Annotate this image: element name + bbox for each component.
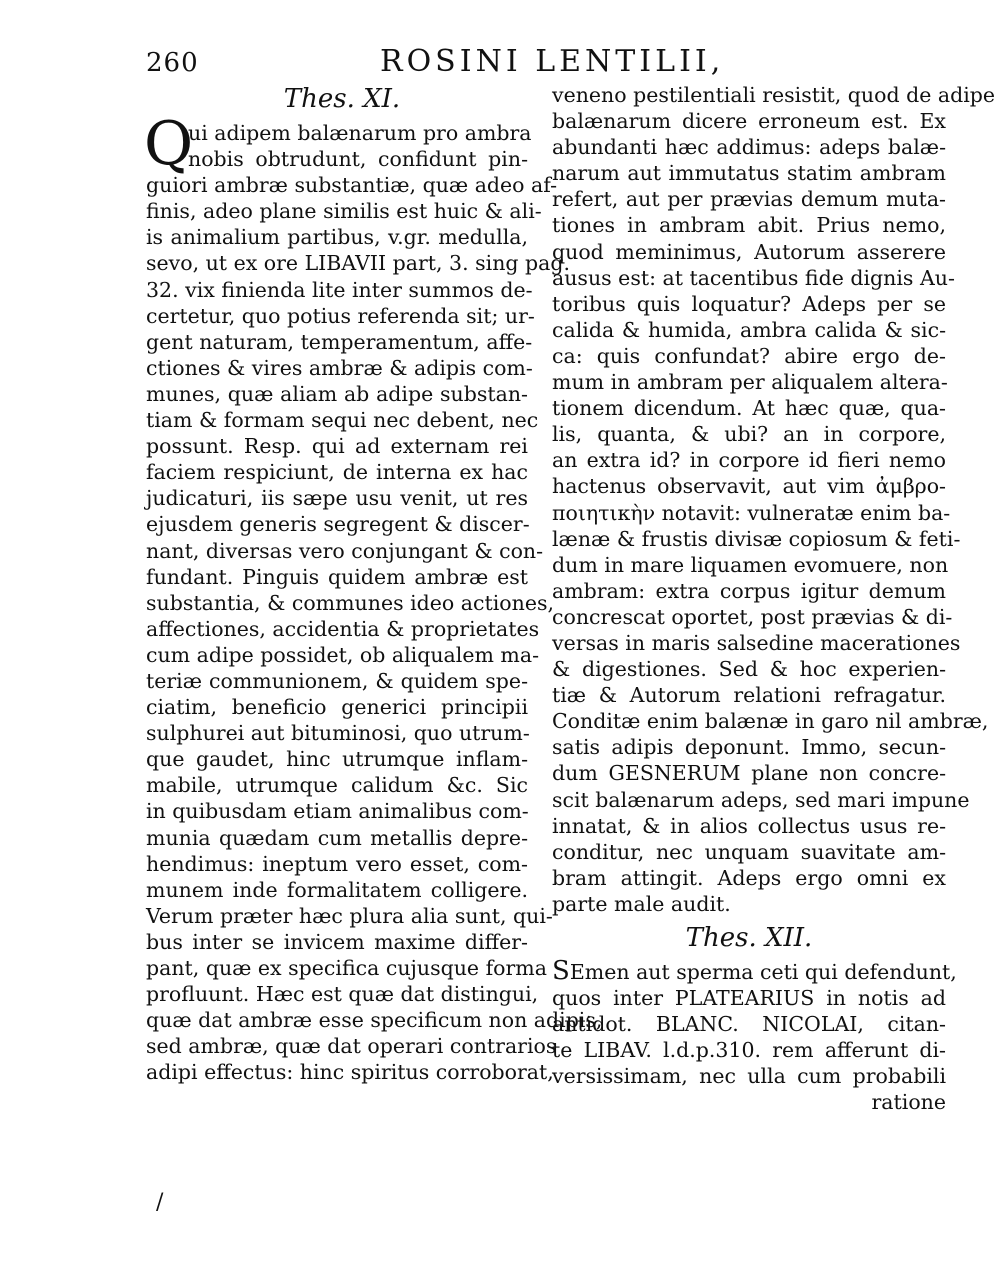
- text-line: judicaturi, iis sæpe usu venit, ut res: [146, 486, 528, 511]
- text-line: que gaudet, hinc utrumque inflam-: [146, 747, 528, 772]
- right-column-text-top: [552, 82, 996, 917]
- text-line: conditur, nec unquam suavitate am-: [552, 839, 946, 864]
- initial-letter: S: [552, 956, 570, 986]
- text-line: an extra id? in corpore id fieri nemo: [552, 448, 946, 473]
- text-line: bram attingit. Adeps ergo omni ex: [552, 865, 946, 890]
- signature-mark: /: [156, 1190, 164, 1215]
- text-line: munes, quæ aliam ab adipe substan-: [146, 381, 528, 406]
- text-line: versissimam, nec ulla cum probabili: [552, 1064, 946, 1089]
- text-line: tionem dicendum. At hæc quæ, qua-: [552, 396, 946, 421]
- text-line: veneno pestilentiali resistit, quod de adipe: [552, 83, 996, 107]
- drop-cap-letter: Q: [144, 109, 194, 179]
- text-line: narum aut immutatus statim ambram: [552, 161, 946, 186]
- text-line: sulphurei aut bituminosi, quo utrum-: [146, 721, 530, 746]
- text-line: ctiones & vires ambræ & adipis com-: [146, 355, 533, 380]
- text-line: nant, diversas vero conjungant & con-: [146, 538, 544, 563]
- text-line: innatat, & in alios collectus usus re-: [552, 813, 946, 838]
- text-line: quæ dat ambræ esse specificum non adipis,: [146, 1008, 603, 1033]
- text-line: ui adipem balænarum pro ambra: [188, 121, 532, 145]
- running-head: ROSINI LENTILII,: [380, 44, 725, 79]
- text-line: 32. vix finienda lite inter summos de-: [146, 277, 533, 302]
- text-line: scit balænarum adeps, sed mari impune: [552, 787, 970, 812]
- text-line: teriæ communionem, & quidem spe-: [146, 668, 528, 693]
- text-line: sed ambræ, quæ dat operari contrarios: [146, 1034, 557, 1059]
- text-line: ambram: extra corpus igitur demum: [552, 578, 946, 603]
- text-line: dum GESNERUM plane non concre-: [552, 761, 946, 786]
- right-column: [552, 82, 996, 1116]
- text-line: hendimus: ineptum vero esset, com-: [146, 851, 528, 876]
- text-line: & digestiones. Sed & hoc experien-: [552, 657, 946, 682]
- text-line: hactenus observavit, aut vim ἀμβρο-: [552, 474, 946, 499]
- text-line: calida & humida, ambra calida & sic-: [552, 317, 946, 342]
- text-line: profluunt. Hæc est quæ dat distingui,: [146, 982, 539, 1007]
- text-line: substantia, & communes ideo actiones,: [146, 590, 554, 615]
- text-line: quod meminimus, Autorum asserere: [552, 239, 946, 264]
- text-line: nobis obtrudunt, confidunt pin-: [188, 147, 528, 172]
- text-line: quos inter PLATEARIUS in notis ad: [552, 986, 946, 1011]
- text-line: affectiones, accidentia & proprietates: [146, 616, 540, 641]
- text-line: tiam & formam sequi nec debent, nec: [146, 408, 539, 433]
- thesis-heading-left: Thes. XI.: [283, 84, 401, 114]
- text-line: finis, adeo plane similis est huic & ali-: [146, 199, 542, 224]
- left-column: [144, 82, 603, 1085]
- text-line: dum in mare liquamen evomuere, non: [552, 552, 949, 577]
- paragraph-first-line-text: Emen aut sperma ceti qui defendunt,: [569, 960, 957, 984]
- text-line: adipi effectus: hinc spiritus corroborat,: [146, 1060, 554, 1085]
- text-line: concrescat oportet, post prævias & di-: [552, 604, 953, 629]
- left-column-text: [146, 172, 603, 1085]
- text-line: satis adipis deponunt. Immo, secun-: [552, 735, 946, 760]
- right-column-text-bottom: [552, 985, 946, 1089]
- text-line: lis, quanta, & ubi? an in corpore,: [552, 422, 946, 447]
- page-number: 260: [146, 48, 199, 78]
- text-line: bus inter se invicem maxime differ-: [146, 929, 528, 954]
- text-line: tiæ & Autorum relationi refragatur.: [552, 683, 946, 708]
- text-line: refert, aut per prævias demum muta-: [552, 187, 946, 212]
- text-line: faciem respiciunt, de interna ex hac: [146, 460, 528, 485]
- drop-cap-paragraph: [144, 109, 532, 179]
- text-line: fundant. Pinguis quidem ambræ est: [146, 564, 528, 589]
- text-line: abundanti hæc addimus: adeps balæ-: [552, 135, 946, 160]
- text-line: ejusdem generis segregent & discer-: [146, 512, 530, 537]
- text-line: ausus est: at tacentibus fide dignis Au-: [552, 265, 955, 290]
- text-line: guiori ambræ substantiæ, quæ adeo af-: [146, 173, 558, 198]
- text-line: versas in maris salsedine macerationes: [552, 630, 961, 655]
- paragraph-first-line: [552, 956, 957, 986]
- text-line: mum in ambram per aliqualem altera-: [552, 370, 948, 395]
- thesis-heading-right: Thes. XII.: [685, 923, 813, 953]
- text-line: is animalium partibus, v.gr. medulla,: [146, 225, 528, 250]
- text-line: mabile, utrumque calidum &c. Sic: [146, 773, 528, 798]
- text-line: certetur, quo potius referenda sit; ur-: [146, 303, 535, 328]
- text-line: toribus quis loquatur? Adeps per se: [552, 291, 946, 316]
- text-line: ciatim, beneficio generici principii: [146, 695, 528, 720]
- text-line: antidot. BLANC. NICOLAI, citan-: [552, 1012, 946, 1037]
- text-line: cum adipe possidet, ob aliqualem ma-: [146, 642, 539, 667]
- text-line: in quibusdam etiam animalibus com-: [146, 799, 529, 824]
- text-line: te LIBAV. l.d.p.310. rem afferunt di-: [552, 1038, 946, 1063]
- text-line: sevo, ut ex ore LIBAVII part, 3. sing pag.: [146, 251, 571, 276]
- text-line: pant, quæ ex specifica cujusque forma: [146, 956, 547, 980]
- text-line: gent naturam, temperamentum, affe-: [146, 329, 533, 354]
- text-line: munia quædam cum metallis depre-: [146, 825, 528, 850]
- text-line: lænæ & frustis divisæ copiosum & feti-: [552, 526, 961, 551]
- text-line: tiones in ambram abit. Prius nemo,: [552, 213, 946, 238]
- text-line: balænarum dicere erroneum est. Ex: [552, 109, 946, 134]
- text-line: parte male audit.: [552, 891, 731, 916]
- text-line: Conditæ enim balænæ in garo nil ambræ,: [552, 709, 989, 734]
- text-line: possunt. Resp. qui ad externam rei: [146, 434, 528, 459]
- text-line: Verum præter hæc plura alia sunt, qui-: [146, 903, 553, 928]
- text-line: ca: quis confundat? abire ergo de-: [552, 343, 946, 368]
- catchword: ratione: [871, 1090, 946, 1115]
- text-line: munem inde formalitatem colligere.: [146, 877, 528, 902]
- text-line: ποιητικὴν notavit: vulneratæ enim ba-: [552, 500, 951, 525]
